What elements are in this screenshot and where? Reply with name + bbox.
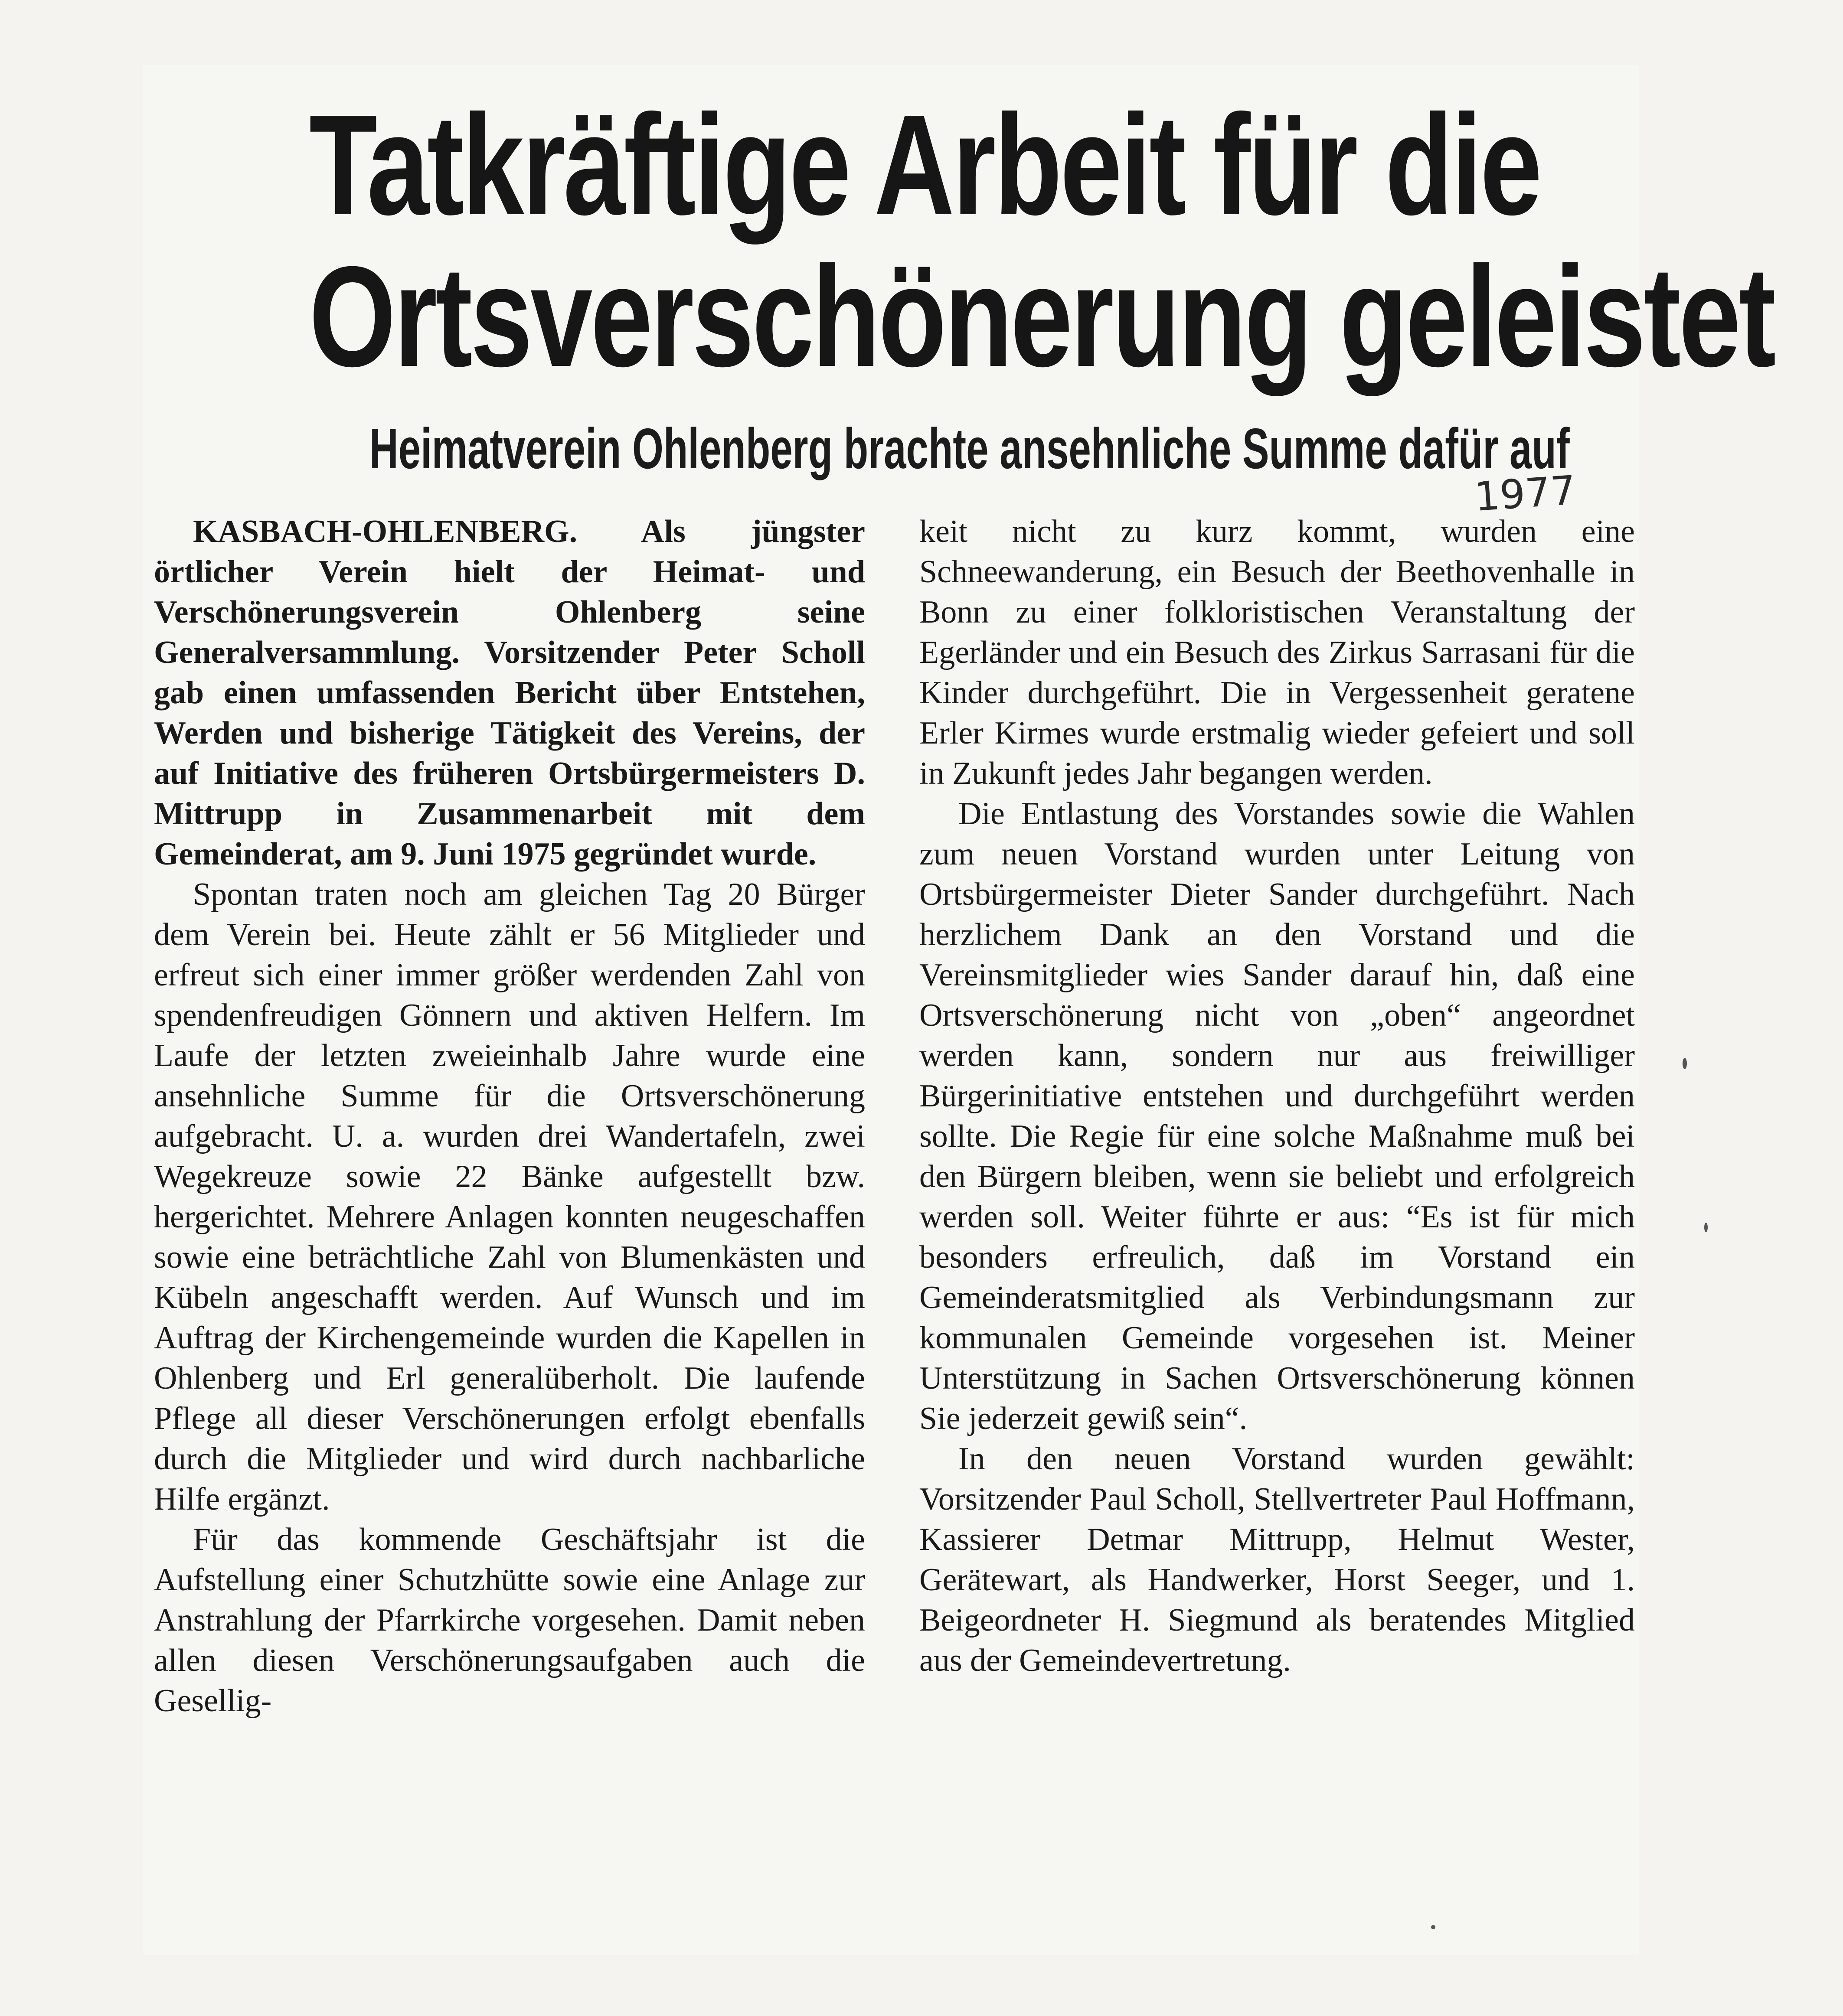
paper-speck <box>1683 1058 1687 1069</box>
headline-line-2: Ortsverschönerung geleistet <box>309 236 1774 396</box>
lead-paragraph: KASBACH-OHLENBERG. Als jüngster örtlicher Verein hielt der Heimat- und Verschönerungsverein Ohlenberg seine Generalversammlung. Vorsitzender Peter Scholl gab einen umfassenden Bericht über Entstehen, Werden und bisherige Tätigkeit des Vereins, der auf Initiative des früheren Ortsbürgermeisters D. Mittrupp in Zusammenarbeit mit dem Gemeinderat, am 9. Juni 1975 gegründet wurde. <box>154 514 865 872</box>
body-paragraph: Spontan traten noch am gleichen Tag 20 Bürger dem Verein bei. Heute zählt er 56 Mitglieder und erfreut sich einer immer größer werdenden Zahl von spendenfreudigen Gönnern und aktiven Helfern. Im Laufe der letzten zweieinhalb Jahre wurde eine ansehnliche Summe für die Ortsverschönerung aufgebracht. U. a. wurden drei Wandertafeln, zwei Wegekreuze sowie 22 Bänke aufgestellt bzw. hergerichtet. Mehrere Anlagen konnten neugeschaffen sowie eine beträchtliche Zahl von Blumenkästen und Kübeln angeschafft werden. Auf Wunsch und im Auftrag der Kirchengemeinde wurden die Kapellen in Ohlenberg und Erl generalüberholt. Die laufende Pflege all dieser Verschönerungen erfolgt ebenfalls durch die Mitglieder und wird durch nachbarliche Hilfe ergänzt. <box>154 877 865 1517</box>
paper-speck <box>1704 1223 1708 1232</box>
handwritten-year: 1977 <box>1473 466 1578 521</box>
body-paragraph: Für das kommende Geschäftsjahr ist die Aufstellung einer Schutzhütte sowie eine Anlage zur Anstrahlung der Pfarrkirche vorgesehen. Damit neben allen diesen Verschönerungsaufgaben auch die Gesellig- <box>154 1522 865 1719</box>
body-paragraph: keit nicht zu kurz kommt, wurden eine Schneewanderung, ein Besuch der Beethovenhalle in Bonn zu einer folkloristischen Veranstaltung der Egerländer und ein Besuch des Zirkus Sarrasani für die Kinder durchgeführt. Die in Vergessenheit geratene Erler Kirmes wurde erstmalig wieder gefeiert und soll in Zukunft jedes Jahr begangen werden. <box>919 514 1635 791</box>
subheadline: Heimatverein Ohlenberg brachte ansehnliche Summe dafür auf <box>369 417 1570 480</box>
article-column-2 <box>919 512 1635 1681</box>
body-paragraph: In den neuen Vorstand wurden gewählt: Vorsitzender Paul Scholl, Stellvertreter Paul Hoffmann, Kassierer Detmar Mittrupp, Helmut Wester, Gerätewart, als Handwerker, Horst Seeger, und 1. Beigeordneter H. Siegmund als beratendes Mitglied aus der Gemeindevertretung. <box>919 1441 1635 1678</box>
headline-line-1: Tatkräftige Arbeit für die <box>309 85 1540 245</box>
paper-speck <box>1431 1925 1435 1929</box>
article-column-1 <box>154 512 865 1721</box>
body-paragraph: Die Entlastung des Vorstandes sowie die Wahlen zum neuen Vorstand wurden unter Leitung von Ortsbürgermeister Dieter Sander durchgeführt. Nach herzlichem Dank an den Vorstand und die Vereinsmitglieder wies Sander darauf hin, daß eine Ortsverschönerung nicht von „oben“ angeordnet werden kann, sondern nur aus freiwilliger Bürgerinitiative entstehen und durchgeführt werden sollte. Die Regie für eine solche Maßnahme muß bei den Bürgern bleiben, wenn sie beliebt und erfolgreich werden soll. Weiter führte er aus: “Es ist für mich besonders erfreulich, daß im Vorstand ein Gemeinderatsmitglied als Verbindungsmann zur kommunalen Gemeinde vorgesehen ist. Meiner Unterstützung in Sachen Ortsverschönerung können Sie jederzeit gewiß sein“. <box>919 796 1635 1436</box>
